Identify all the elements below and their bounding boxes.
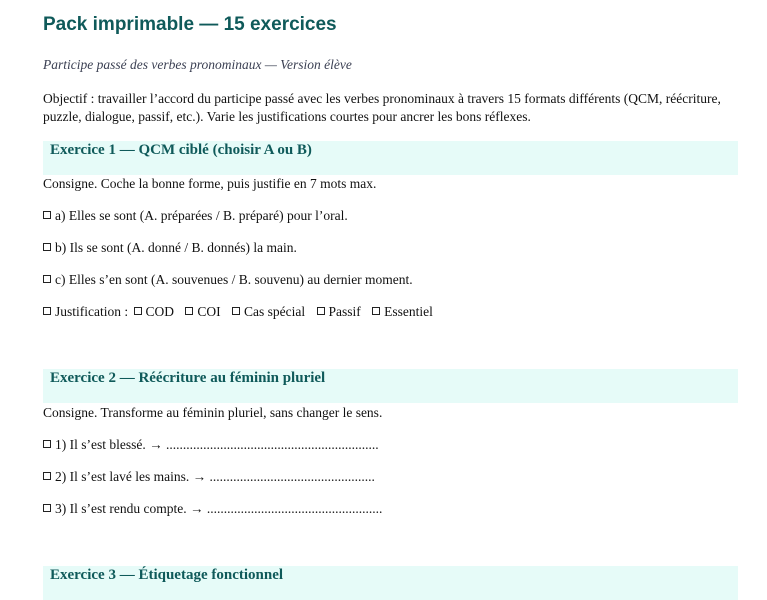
exercise-2-item-2 [43,469,375,485]
item-text: 3) Il s’est rendu compte. → .................................................... [55,501,383,516]
justification-label: Justification : [55,304,129,319]
item-text: 1) Il s’est blessé. → ............................................................... [55,437,379,452]
item-text: c) Elles s’en sont (A. souvenues / B. souvenu) au dernier moment. [55,272,413,287]
checkbox-passif[interactable] [317,307,325,315]
exercise-1-item-b [43,240,297,256]
exercise-1-item-c [43,272,413,288]
checkbox[interactable] [43,504,51,512]
document-title: Pack imprimable — 15 exercices [43,14,337,35]
item-text: 2) Il s’est lavé les mains. → ................................................. [55,469,375,484]
objective-paragraph: Objectif : travailler l’accord du participe passé avec les verbes pronominaux à travers 15 formats différents (QCM, réécriture, puzzle, dialogue, passif, etc.). Varie les justifications courtes pour ancrer les bons réflexes. [43,91,721,124]
checkbox-cod[interactable] [134,307,142,315]
exercise-2-instruction: Consigne. Transforme au féminin pluriel, sans changer le sens. [43,405,383,420]
option-cod: COD [145,304,175,319]
exercise-3-header [43,566,738,600]
checkbox[interactable] [43,211,51,219]
exercise-1-justification [43,304,439,320]
exercise-1-header [43,141,738,175]
checkbox[interactable] [43,243,51,251]
item-text: b) Ils se sont (A. donné / B. donnés) la main. [55,240,297,255]
exercise-2-header [43,369,738,403]
checkbox[interactable] [43,307,51,315]
exercise-3-title: Exercice 3 — Étiquetage fonctionnel [50,567,284,583]
checkbox[interactable] [43,440,51,448]
document-subtitle: Participe passé des verbes pronominaux — Version élève [43,57,352,72]
exercise-1-title: Exercice 1 — QCM ciblé (choisir A ou B) [50,142,312,158]
option-essentiel: Essentiel [384,304,433,319]
exercise-2-title: Exercice 2 — Réécriture au féminin pluriel [50,370,326,386]
exercise-2-item-1 [43,437,379,453]
exercise-1-item-a [43,208,348,224]
item-text: a) Elles se sont (A. préparées / B. préparé) pour l’oral. [55,208,348,223]
exercise-2-item-3 [43,501,382,517]
checkbox-essentiel[interactable] [372,307,380,315]
option-coi: COI [197,304,221,319]
checkbox[interactable] [43,275,51,283]
checkbox-cas-special[interactable] [232,307,240,315]
option-cas-special: Cas spécial [244,304,306,319]
exercise-1-instruction: Consigne. Coche la bonne forme, puis justifie en 7 mots max. [43,176,377,191]
checkbox[interactable] [43,472,51,480]
checkbox-coi[interactable] [185,307,193,315]
option-passif: Passif [328,304,361,319]
